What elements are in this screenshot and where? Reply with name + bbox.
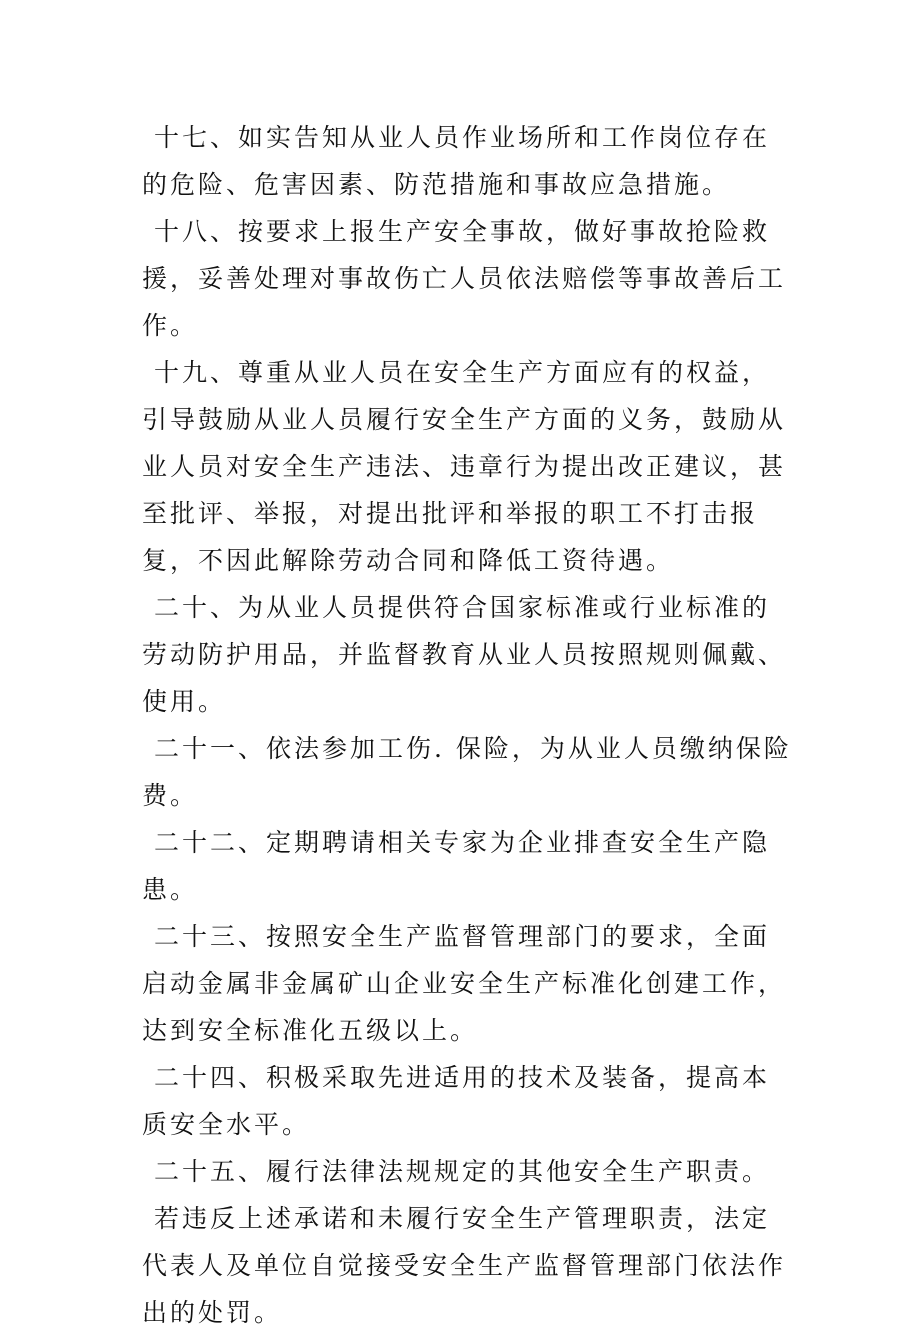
paragraph-17: 十七、如实告知从业人员作业场所和工作岗位存在的危险、危害因素、防范措施和事故应急措施。 [142, 123, 771, 199]
paragraph-18: 十八、按要求上报生产安全事故，做好事故抢险救援，妥善处理对事故伤亡人员依法赔偿等事故善后工作。 [142, 217, 787, 340]
paragraph-21: 二十一、依法参加工伤. 保险，为从业人员缴纳保险费。 [142, 734, 792, 810]
paragraph-19: 十九、尊重从业人员在安全生产方面应有的权益，引导鼓励从业人员履行安全生产方面的义务，鼓励从业人员对安全生产违法、违章行为提出改正建议，甚至批评、举报，对提出批评和举报的职工不打击报复，不因此解除劳动合同和降低工资待遇。 [142, 358, 787, 575]
paragraph-22: 二十二、定期聘请相关专家为企业排查安全生产隐患。 [142, 828, 771, 904]
paragraph-20: 二十、为从业人员提供符合国家标准或行业标准的劳动防护用品，并监督教育从业人员按照规则佩戴、使用。 [142, 593, 787, 716]
paragraph-24: 二十四、积极采取先进适用的技术及装备，提高本质安全水平。 [142, 1063, 771, 1139]
paragraph-23: 二十三、按照安全生产监督管理部门的要求，全面启动金属非金属矿山企业安全生产标准化创建工作，达到安全标准化五级以上。 [142, 922, 787, 1045]
paragraph-closing: 若违反上述承诺和未履行安全生产管理职责，法定代表人及单位自觉接受安全生产监督管理部门依法作出的处罚。 [142, 1204, 787, 1327]
document-body [142, 114, 792, 1336]
paragraph-25: 二十五、履行法律法规规定的其他安全生产职责。 [154, 1157, 771, 1186]
